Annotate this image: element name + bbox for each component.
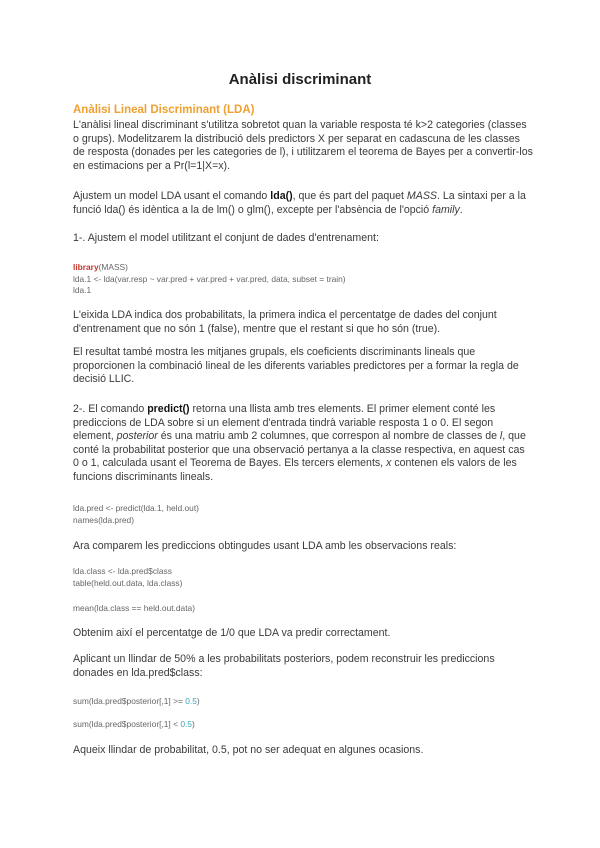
code-block-sum-ge: sum(lda.pred$posterior[,1] >= 0.5): [73, 696, 200, 706]
code-line: names(lda.pred): [73, 514, 134, 525]
paragraph-output: L'eixida LDA indica dos probabilitats, la primera indica el percentatge de dades del conjunt d'entrenament que no són 1 (false), mentre que el restant si que ho són (true).: [73, 309, 497, 335]
page-title: Anàlisi discriminant: [228, 71, 372, 88]
code-number: 0.5: [185, 696, 197, 706]
paragraph-result: El resultat també mostra les mitjanes grupals, els coeficients discriminants lineals que proporcionen la combinació lineal de les diferents variables predictores per a formar la regla de decisió LLIC.: [73, 346, 519, 386]
section-title: Anàlisi Lineal Discriminant (LDA): [73, 104, 255, 116]
code-line: table(held.out.data, lda.class): [73, 577, 183, 588]
paragraph-predict: 2-. El comando predict() retorna una llista amb tres elements. El primer element conté les prediccions de LDA sobre si un element d'entrada tindrà variable resposta 1 o 0. El segon element, posterior és una matriu amb 2 columnes, que correspon al nombre de classes de l, que conté la probabilitat posterior que una observació pertanya a la classe respectiva, en aquest cas 0 o 1, calculada usant el Teorema de Bayes. Els tercers elements, x contenen els valors de les funcions discriminants lineals.: [73, 403, 526, 483]
paragraph-compare: Ara comparem les prediccions obtingudes usant LDA amb les observacions reals:: [73, 540, 457, 552]
code-keyword: library: [73, 262, 99, 272]
paragraph-final: Aqueix llindar de probabilitat, 0.5, pot no ser adequat en algunes ocasions.: [73, 744, 424, 756]
code-line: library(MASS): [73, 262, 128, 272]
code-block-sum-lt: sum(lda.pred$posterior[,1] < 0.5): [73, 719, 195, 729]
paragraph-threshold: Aplicant un llindar de 50% a les probabilitats posteriors, podem reconstruir les prediccions donades en lda.pred$class:: [73, 653, 495, 679]
code-line: lda.pred <- predict(lda.1, held.out): [73, 503, 199, 513]
code-line: lda.class <- lda.pred$class: [73, 566, 172, 576]
code-block-table: [73, 566, 533, 589]
code-line: lda.1 <- lda(var.resp ~ var.pred + var.pred + var.pred, data, subset = train): [73, 273, 346, 284]
paragraph-lda-model: Ajustem un model LDA usant el comando lda(), que és part del paquet MASS. La sintaxi per a la funció lda() és idèntica a la de lm() o glm(), excepte per l'absència de l'opció family.: [73, 190, 526, 216]
code-block-mean: mean(lda.class == held.out.data): [73, 603, 195, 613]
code-line: lda.1: [73, 285, 92, 295]
paragraph-percentage: Obtenim així el percentatge de 1/0 que LDA va predir correctament.: [73, 627, 391, 639]
paragraph-intro: L'anàlisi lineal discriminant s'utilitza sobretot quan la variable resposta té k>2 categories (classes o grups). Modelitzarem la distribució dels predictors X per separat en cadascuna de les classes de resposta (donades per les categories de l), i utilitzarem el teorema de Bayes per a convertir-los en estimacions per a Pr(l=1|X=x).: [73, 119, 533, 172]
code-block-fit: [73, 262, 533, 297]
code-block-predict: [73, 503, 533, 526]
code-number: 0.5: [180, 719, 192, 729]
paragraph-step-1: 1-. Ajustem el model utilitzant el conjunt de dades d'entrenament:: [73, 232, 379, 244]
